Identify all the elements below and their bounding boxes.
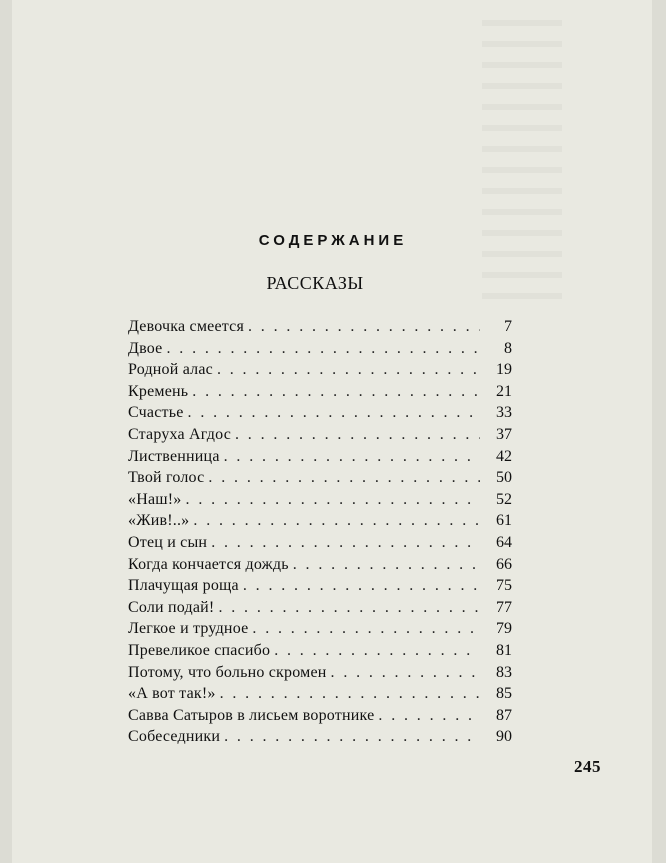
dot-leader [235,426,480,444]
toc-entry-page: 19 [496,361,512,379]
toc-entry [128,318,512,340]
dot-leader [193,512,480,530]
dot-leader [274,642,480,660]
dot-leader [252,620,480,638]
dot-leader [224,728,480,746]
toc-entry-page: 79 [496,620,512,638]
toc-entry-title: Потому, что больно скромен [128,663,327,681]
toc-entry-title: Девочка смеется [128,318,244,335]
toc-entry [128,383,512,405]
toc-entry-page: 8 [504,339,512,357]
dot-leader [208,469,480,487]
toc-entry [128,340,512,362]
dot-leader [192,383,480,401]
toc-entry-title: Кремень [128,382,189,400]
toc-entry [128,642,512,664]
toc-entry-title: Легкое и трудное [128,620,249,638]
dot-leader [217,361,480,379]
toc-entry [128,556,512,578]
dot-leader [186,491,480,509]
toc-entry-title: Соли подай! [128,598,215,616]
toc-entry [128,534,512,556]
dot-leader [243,577,480,595]
toc-entry-page: 83 [496,663,512,681]
show-through-text [482,20,562,310]
contents-heading: СОДЕРЖАНИЕ [258,232,408,249]
toc-entry-page: 87 [496,706,512,724]
toc-entry-page: 7 [504,318,512,335]
toc-entry-title: «Наш!» [128,490,182,508]
toc-entry-page: 81 [496,641,512,659]
dot-leader [378,707,480,725]
toc-entry-page: 52 [496,490,512,508]
page-number: 245 [574,757,601,776]
toc-entry [128,361,512,383]
toc-entry [128,491,512,513]
toc-entry [128,599,512,621]
toc-entry-page: 77 [496,598,512,616]
dot-leader [224,448,480,466]
toc-entry [128,728,512,750]
section-title: РАССКАЗЫ [266,273,364,293]
toc-entry-title: Счастье [128,404,184,422]
dot-leader [293,556,480,574]
toc-entry-page: 64 [496,533,512,551]
toc-entry-title: Родной алас [128,361,213,379]
toc-entry [128,620,512,642]
toc-entry [128,448,512,470]
dot-leader [166,340,480,358]
toc-entry-title: Собеседники [128,728,221,746]
toc-entry-title: Старуха Агдос [128,425,231,443]
dot-leader [188,404,480,422]
toc-entry-page: 75 [496,577,512,595]
toc-entry-page: 61 [496,512,512,530]
toc-entry-page: 50 [496,469,512,487]
dot-leader [220,685,480,703]
toc-entry-title: Когда кончается дождь [128,555,289,573]
toc-entry-title: Плачущая роща [128,577,239,595]
toc-entry [128,577,512,599]
toc-entry-title: Савва Сатыров в лисьем воротнике [128,706,375,724]
dot-leader [331,664,480,682]
toc-entry [128,664,512,686]
toc-entry [128,685,512,707]
toc-entry [128,512,512,534]
dot-leader [211,534,480,552]
toc-entry [128,707,512,729]
toc-entry-title: Превеликое спасибо [128,641,271,659]
dot-leader [248,318,480,336]
toc-entry-title: «А вот так!» [128,685,216,703]
toc-entry-page: 66 [496,555,512,573]
toc-entry [128,426,512,448]
toc-entry-page: 85 [496,685,512,703]
toc-entry-title: Твой голос [128,469,205,487]
toc-entry-title: Отец и сын [128,533,208,551]
dot-leader [218,599,480,617]
toc-entry-page: 37 [496,425,512,443]
table-of-contents [128,318,512,750]
toc-entry [128,404,512,426]
toc-entry-title: Лиственница [128,447,220,465]
toc-entry-title: Двое [128,339,163,357]
toc-entry-page: 90 [496,728,512,746]
toc-entry-page: 21 [496,382,512,400]
toc-entry-title: «Жив!..» [128,512,190,530]
toc-entry-page: 42 [496,447,512,465]
toc-entry [128,469,512,491]
toc-entry-page: 33 [496,404,512,422]
